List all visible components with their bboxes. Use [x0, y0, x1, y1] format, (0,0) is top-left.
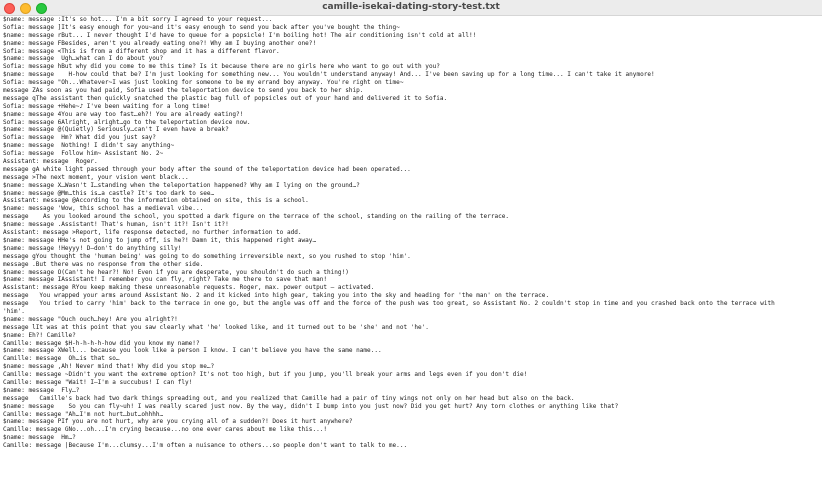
text-line: $name: message Fly…?	[3, 386, 80, 394]
text-line: Assistant: message Roger.	[3, 158, 98, 166]
text-line: message You tried to carry 'him' back to the terrace in one go, but the angle was off and the force of the push was too great, so Assistant No. 2 couldn't stop in time and you crashed back onto the terrace with	[3, 300, 775, 308]
text-line: $name: message rBut... I never thought I'd have to queue for a popsicle! I'm boiling hot! The air conditioning isn't cold at all!!	[3, 31, 477, 39]
text-line: message You wrapped your arms around Assistant No. 2 and it kicked into high gear, taking you into the sky and heading for 'the man' on the terrace.	[3, 292, 550, 300]
text-line: message As you looked around the school, you spotted a dark figure on the terrace of the school, standing on the railing of the terrace.	[3, 213, 510, 221]
text-line: $name: message 4You are way too fast…eh?! You are already eating?!	[3, 110, 244, 118]
title-bar	[0, 0, 822, 16]
text-line: $name: message So you can fly~uh! I was really scared just now. By the way, didn't I bump into you just now? Did you get hurt? Any torn clothes or anything like that?	[3, 402, 619, 410]
text-line: message gA white light passed through your body after the sound of the teleportation device had been operated...	[3, 165, 411, 173]
text-line: $name: message HHe's not going to jump off, is he?! Damn it, this happened right away…	[3, 236, 317, 244]
text-line: Sofia: message hBut why did you come to me this time? Is it because there are no girls here who want to go out with you?	[3, 63, 440, 71]
text-line: Camille: message Oh…is that so…	[3, 355, 120, 363]
text-line: $name: message @Mm…this is…a castle? It's too dark to see…	[3, 189, 215, 197]
text-line: Assistant: message RYou keep making these unreasonable requests. Roger, max. power output — activated.	[3, 284, 375, 292]
text-line: $name: message Nothing! I didn't say anything~	[3, 142, 175, 150]
text-line: $name: message :It's so hot... I'm a bit sorry I agreed to your request...	[3, 16, 273, 23]
text-line: $name: message X…Wasn't I…standing when the teleportation happened? Why am I lying on the ground…?	[3, 181, 360, 189]
text-line: message .But there was no response from the other side.	[3, 260, 204, 268]
text-line: Sofia: message ]It's easy enough for you~and it's easy enough to send you back after you've bought the thing~	[3, 23, 400, 31]
text-line: $name: message "Ouch ouch…hey! Are you alright?!	[3, 315, 178, 323]
text-document-area[interactable]	[0, 16, 822, 500]
text-line: $name: message H-how could that be? I'm just looking for something new... You wouldn't understand anyway! And... I've been saving up for a long time... I can't take it anymore!	[3, 71, 655, 79]
text-line: $name: message 'Wow, this school has a medieval vibe...	[3, 205, 204, 213]
text-line: Camille: message GNo...oh...I'm crying because...no one ever cares about me like this...!	[3, 426, 328, 434]
text-line: $name: message !Heyyy! D—don't do anything silly!	[3, 244, 182, 252]
text-line: $name: message @(Quietly) Seriously…can't I even have a break?	[3, 126, 229, 134]
text-line: Sofia: message Hm? What did you just say?	[3, 134, 156, 142]
text-line: $name: message FBesides, aren't you already eating one?! Why am I buying another one?!	[3, 39, 317, 47]
text-line: Camille: message |Because I'm...clumsy...I'm often a nuisance to others...so people don't want to talk to me...	[3, 442, 408, 450]
text-line: message ZAs soon as you had paid, Sofia used the teleportation device to send you back to her ship.	[3, 87, 364, 95]
text-line: message lIt was at this point that you saw clearly what 'he' looked like, and it turned out to be 'she' and not 'he'.	[3, 323, 429, 331]
text-line: $name: message Hm…?	[3, 434, 76, 442]
text-line: message gYou thought the 'human being' was going to do something irreversible next, so you rushed to stop 'him'.	[3, 252, 411, 260]
text-line: message Camille's back had two dark things spreading out, and you realized that Camille had a pair of tiny wings not only on her head but also on the back.	[3, 394, 575, 402]
text-line: Assistant: message >Report, life response detected, no further information to add.	[3, 229, 302, 237]
text-line: $name: message Ugh…what can I do about you?	[3, 55, 164, 63]
text-line: $name: Eh?! Camille?	[3, 331, 76, 339]
text-line: message qThe assistant then quickly snatched the plastic bag full of popsicles out of your hand and delivered it to Sofia.	[3, 94, 448, 102]
text-line: Sofia: message +Hehe~♪ I've been waiting for a long time!	[3, 102, 211, 110]
text-line: 'him'.	[3, 307, 25, 315]
text-line: $name: message O(Can't he hear?! No! Even if you are desperate, you shouldn't do such a thing!)	[3, 268, 349, 276]
text-line: Sofia: message <This is from a different shop and it has a different flavor.	[3, 47, 280, 55]
text-line: $name: message ,Ah! Never mind that! Why did you stop me…?	[3, 363, 215, 371]
window-title: camille-isekai-dating-story-test.txt	[322, 2, 500, 12]
text-line: Sofia: message "Oh...Whatever~I was just looking for someone to be my errand boy anyway. You're right on time~	[3, 79, 404, 87]
text-line: $name: message .Assistant! That's human, isn't it?! Isn't it?!	[3, 221, 229, 229]
text-line: Camille: message "Wait! I—I'm a succubus! I can fly!	[3, 378, 193, 386]
text-line: message >The next moment, your vision went black...	[3, 173, 189, 181]
text-line: Camille: message "Ah…I'm not hurt…but…ohhhh…	[3, 410, 164, 418]
text-line: Camille: message $H-h-h-h-h-how did you know my name!?	[3, 339, 200, 347]
text-line: $name: message PIf you are not hurt, why are you crying all of a sudden?! Does it hurt anywhere?	[3, 418, 353, 426]
text-line: $name: message XWell... because you look like a person I know. I can't believe you have the same name...	[3, 347, 382, 355]
text-line: Camille: message ~Didn't you want the extreme option? It's not too high, but if you jump, you'll break your arms and legs even if you don't die!	[3, 371, 528, 379]
text-line: Sofia: message 6Alright, alright…go to the teleportation device now.	[3, 118, 251, 126]
text-line: Sofia: message Follow him~ Assistant No. 2~	[3, 150, 164, 158]
text-line: $name: message IAssistant! I remember you can fly, right? Take me there to save that man!	[3, 276, 328, 284]
text-line: Assistant: message @According to the information obtained on site, this is a school.	[3, 197, 309, 205]
